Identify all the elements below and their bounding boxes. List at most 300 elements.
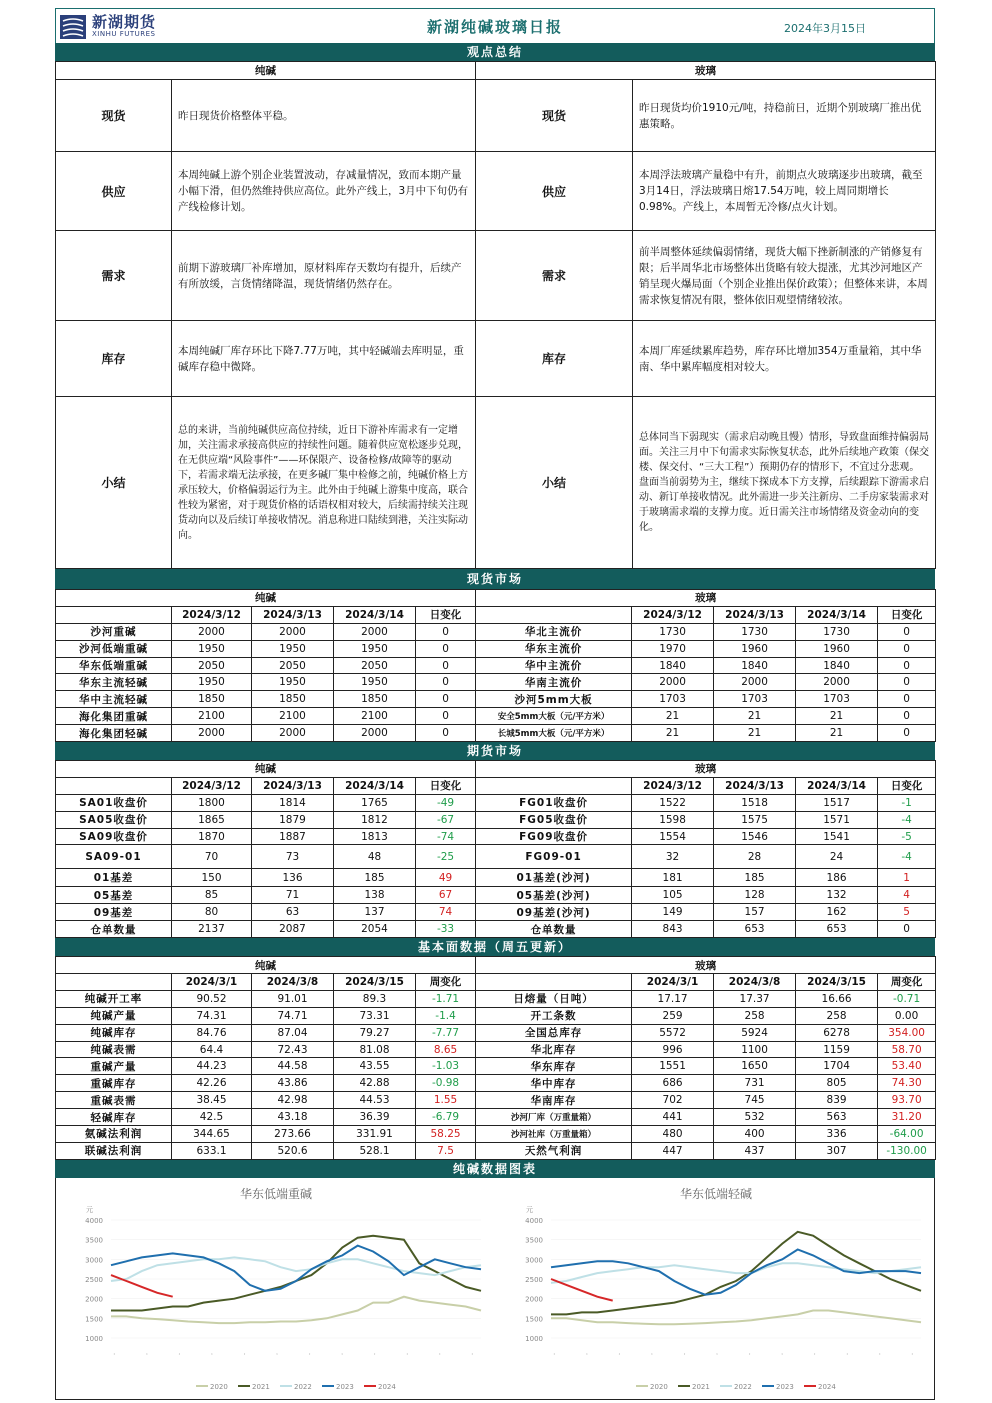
charts-area — [55, 1178, 935, 1400]
value-cell: 1730 — [714, 623, 796, 640]
x-tick-mark: · — [305, 1351, 315, 1357]
row-name: 纯碱库存 — [56, 1024, 172, 1041]
summary-label-soda: 库存 — [56, 321, 172, 397]
table-row — [56, 921, 936, 938]
value-cell: 0 — [416, 691, 476, 708]
x-tick-mark: · — [876, 1351, 885, 1357]
table-row — [56, 1041, 936, 1058]
value-cell: 5 — [878, 904, 936, 921]
value-cell: 73.31 — [334, 1007, 416, 1024]
row-name: 纯碱产量 — [56, 1007, 172, 1024]
value-cell: 2000 — [252, 725, 334, 742]
row-name: SA09-01 — [56, 845, 172, 869]
x-tick-mark: · — [175, 1351, 184, 1357]
value-cell: 447 — [632, 1142, 714, 1159]
y-tick-label: 1500 — [85, 1315, 103, 1324]
summary-label-glass: 供应 — [476, 152, 633, 231]
row-name: 重碱表需 — [56, 1092, 172, 1109]
value-cell: 0 — [878, 674, 936, 691]
x-tick-mark: · — [583, 1351, 592, 1357]
value-cell: -33 — [416, 921, 476, 938]
column-header: 周变化 — [416, 974, 476, 991]
column-header: 2024/3/14 — [796, 606, 878, 623]
row-name: SA09收盘价 — [56, 828, 172, 845]
value-cell: 136 — [252, 869, 334, 887]
x-tick-mark: · — [338, 1351, 347, 1357]
value-cell: -67 — [416, 811, 476, 828]
legend-label: 2020 — [650, 1382, 668, 1391]
value-cell: 74.31 — [172, 1007, 252, 1024]
row-name: FG05收盘价 — [476, 811, 632, 828]
value-cell: 24 — [796, 845, 878, 869]
column-header: 2024/3/15 — [334, 974, 416, 991]
value-cell: 2050 — [172, 657, 252, 674]
value-cell: -25 — [416, 845, 476, 869]
fut-table-glass-title: 玻璃 — [476, 761, 936, 778]
x-tick-mark: · — [778, 1351, 787, 1357]
value-cell: 633.1 — [172, 1142, 252, 1159]
chart-heavy-soda — [66, 1178, 486, 1398]
value-cell: -1 — [878, 794, 936, 811]
value-cell: 437 — [714, 1142, 796, 1159]
column-header: 2024/3/13 — [714, 777, 796, 794]
value-cell: 1541 — [796, 828, 878, 845]
value-cell: 686 — [632, 1075, 714, 1092]
row-name: 安全5mm大板（元/平方米） — [476, 708, 632, 725]
value-cell: 336 — [796, 1126, 878, 1143]
value-cell: -4 — [878, 811, 936, 828]
row-name: 华东低端重碱 — [56, 657, 172, 674]
summary-row — [56, 80, 936, 152]
value-cell: 0 — [416, 674, 476, 691]
value-cell: 1950 — [172, 674, 252, 691]
value-cell: 0 — [416, 725, 476, 742]
value-cell: 0 — [878, 691, 936, 708]
table-row — [56, 887, 936, 904]
value-cell: 44.58 — [252, 1058, 334, 1075]
column-header: 2024/3/12 — [172, 606, 252, 623]
x-tick-mark: · — [208, 1351, 217, 1357]
logo-en: XINHU FUTURES — [92, 30, 156, 38]
value-cell: 532 — [714, 1109, 796, 1126]
value-cell: 0 — [878, 708, 936, 725]
x-tick-mark: · — [143, 1351, 152, 1357]
value-cell: 80 — [172, 904, 252, 921]
value-cell: 21 — [714, 708, 796, 725]
value-cell: 1518 — [714, 794, 796, 811]
value-cell: -130.00 — [878, 1142, 936, 1159]
row-name: 沙河厂库（万重量箱） — [476, 1109, 632, 1126]
spot-table-glass-title: 玻璃 — [476, 590, 936, 607]
value-cell: 1159 — [796, 1041, 878, 1058]
y-tick-label: 4000 — [85, 1216, 103, 1225]
value-cell: 1.55 — [416, 1092, 476, 1109]
chart-light-soda — [506, 1178, 926, 1398]
column-header: 2024/3/13 — [252, 777, 334, 794]
value-cell: 8.65 — [416, 1041, 476, 1058]
table-row — [56, 708, 936, 725]
row-name: 沙河低端重碱 — [56, 640, 172, 657]
summary-text-glass: 前半周整体延续偏弱情绪，现货大幅下挫新制涨的产销修复有限；后半周华北市场整体出货略有较大提涨，尤其沙河地区产销呈现火爆局面（个别企业推出保价政策）；但整体来讲，本周需求恢复情况有限，整体依旧观望情绪较浓。 — [633, 231, 936, 321]
chart-title: 华东低端重碱 — [239, 1186, 313, 1201]
row-name: 华东主流价 — [476, 640, 632, 657]
y-tick-label: 2000 — [85, 1295, 103, 1304]
row-name: 日熔量（日吨） — [476, 990, 632, 1007]
value-cell: 48 — [334, 845, 416, 869]
logo-cn: 新湖期货 — [92, 13, 157, 31]
value-cell: 5572 — [632, 1024, 714, 1041]
row-name: 氨碱法利润 — [56, 1126, 172, 1143]
value-cell: 1517 — [796, 794, 878, 811]
row-name: 仓单数量 — [476, 921, 632, 938]
row-name: 沙河5mm大板 — [476, 691, 632, 708]
value-cell: 21 — [714, 725, 796, 742]
value-cell: 36.39 — [334, 1109, 416, 1126]
value-cell: 0 — [878, 657, 936, 674]
summary-text-glass: 昨日现货均价1910元/吨，持稳前日，近期个别玻璃厂推出优惠策略。 — [633, 80, 936, 152]
row-name: 华北库存 — [476, 1041, 632, 1058]
value-cell: 2050 — [252, 657, 334, 674]
value-cell: 528.1 — [334, 1142, 416, 1159]
value-cell: -0.98 — [416, 1075, 476, 1092]
value-cell: 0 — [416, 708, 476, 725]
value-cell: 1703 — [796, 691, 878, 708]
value-cell: 63 — [252, 904, 334, 921]
value-cell: 1730 — [632, 623, 714, 640]
x-tick-mark: · — [370, 1351, 380, 1357]
value-cell: 1865 — [172, 811, 252, 828]
value-cell: 354.00 — [878, 1024, 936, 1041]
futures-table — [55, 760, 936, 938]
value-cell: 0 — [878, 725, 936, 742]
row-name: 09基差(沙河) — [476, 904, 632, 921]
value-cell: 91.01 — [252, 990, 334, 1007]
table-row — [56, 1126, 936, 1143]
value-cell: 21 — [632, 708, 714, 725]
legend-label: 2024 — [378, 1382, 396, 1391]
table-row — [56, 845, 936, 869]
section-spot: 现货市场 — [55, 569, 935, 589]
value-cell: 0 — [416, 657, 476, 674]
summary-row — [56, 152, 936, 231]
value-cell: 258 — [714, 1007, 796, 1024]
summary-row — [56, 321, 936, 397]
summary-label-soda: 需求 — [56, 231, 172, 321]
row-name: SA05收盘价 — [56, 811, 172, 828]
row-name: 华中主流价 — [476, 657, 632, 674]
section-summary: 观点总结 — [55, 43, 935, 61]
value-cell: 70 — [172, 845, 252, 869]
summary-col-soda: 纯碱 — [56, 62, 476, 80]
series-line-2020 — [551, 1310, 921, 1324]
row-name: SA01收盘价 — [56, 794, 172, 811]
value-cell: 2137 — [172, 921, 252, 938]
value-cell: 1 — [878, 869, 936, 887]
y-tick-label: 3000 — [85, 1256, 103, 1265]
row-name: 纯碱表需 — [56, 1041, 172, 1058]
summary-text-soda: 前期下游玻璃厂补库增加，原材料库存天数均有提升，后续产有所放缓，言货情绪降温，现货情绪仍然存在。 — [172, 231, 476, 321]
value-cell: 6278 — [796, 1024, 878, 1041]
value-cell: -74 — [416, 828, 476, 845]
fut-table-soda-title: 纯碱 — [56, 761, 476, 778]
value-cell: 2100 — [334, 708, 416, 725]
value-cell: 32 — [632, 845, 714, 869]
y-axis-label: 元 — [526, 1205, 533, 1214]
value-cell: 43.18 — [252, 1109, 334, 1126]
value-cell: 58.25 — [416, 1126, 476, 1143]
value-cell: 400 — [714, 1126, 796, 1143]
table-row — [56, 1007, 936, 1024]
summary-text-soda: 总的来讲，当前纯碱供应高位持续，近日下游补库需求有一定增加，关注需求承接高供应的持续性问题。随着供应宽松逐步兑现，在无供应端“风险事件”——环保限产、设备检修/故障等的驱动下，若需求端无法承接，在更多碱厂集中检修之前，纯碱价格上方承压较大，价格偏弱运行为主。此外由于纯碱上游集中度高，联合性较为紧密，对于现货价格的话语权相对较大，后续需持续关注现货动向以及后续订单接收情况。消息称进口陆续到港，关注实际动向。 — [172, 397, 476, 569]
value-cell: 42.5 — [172, 1109, 252, 1126]
value-cell: 1950 — [252, 674, 334, 691]
table-row — [56, 811, 936, 828]
value-cell: -1.71 — [416, 990, 476, 1007]
value-cell: 1887 — [252, 828, 334, 845]
legend-label: 2022 — [294, 1382, 312, 1391]
value-cell: 273.66 — [252, 1126, 334, 1143]
value-cell: 72.43 — [252, 1041, 334, 1058]
table-row — [56, 990, 936, 1007]
value-cell: 1800 — [172, 794, 252, 811]
value-cell: 1950 — [252, 640, 334, 657]
row-name: 开工条数 — [476, 1007, 632, 1024]
summary-row — [56, 397, 936, 569]
value-cell: 1575 — [714, 811, 796, 828]
value-cell: 1960 — [796, 640, 878, 657]
row-name: 海化集团重碱 — [56, 708, 172, 725]
value-cell: 53.40 — [878, 1058, 936, 1075]
table-row — [56, 794, 936, 811]
section-fundamentals: 基本面数据（周五更新） — [55, 938, 935, 956]
value-cell: 79.27 — [334, 1024, 416, 1041]
summary-label-soda: 小结 — [56, 397, 172, 569]
value-cell: 1703 — [714, 691, 796, 708]
value-cell: 1765 — [334, 794, 416, 811]
value-cell: 0 — [878, 623, 936, 640]
value-cell: 42.26 — [172, 1075, 252, 1092]
value-cell: 1950 — [172, 640, 252, 657]
table-row — [56, 623, 936, 640]
value-cell: 162 — [796, 904, 878, 921]
value-cell: 1840 — [796, 657, 878, 674]
series-line-2022 — [111, 1257, 481, 1281]
series-line-2020 — [111, 1297, 481, 1323]
table-row — [56, 657, 936, 674]
value-cell: 441 — [632, 1109, 714, 1126]
value-cell: 702 — [632, 1092, 714, 1109]
row-name: 仓单数量 — [56, 921, 172, 938]
value-cell: 73 — [252, 845, 334, 869]
report-date: 2024年3月15日 — [784, 22, 866, 35]
value-cell: 2000 — [334, 725, 416, 742]
series-line-2024 — [551, 1279, 613, 1301]
spot-table — [55, 589, 936, 742]
x-tick-mark: · — [648, 1351, 657, 1357]
column-header: 2024/3/14 — [796, 777, 878, 794]
column-header: 2024/3/12 — [632, 606, 714, 623]
row-name: 华东主流轻碱 — [56, 674, 172, 691]
column-header: 日变化 — [878, 777, 936, 794]
column-header: 2024/3/13 — [714, 606, 796, 623]
chart-title: 华东低端轻碱 — [679, 1186, 753, 1201]
value-cell: 1950 — [334, 674, 416, 691]
value-cell: 84.76 — [172, 1024, 252, 1041]
value-cell: -64.00 — [878, 1126, 936, 1143]
summary-text-soda: 本周纯碱上游个别企业装置波动，存减量情况，致而本期产量小幅下滑，但仍然维持供应高位。此外产线上，3月中下旬仍有产线检修计划。 — [172, 152, 476, 231]
value-cell: 1850 — [172, 691, 252, 708]
x-tick-mark: · — [240, 1351, 249, 1357]
value-cell: 1650 — [714, 1058, 796, 1075]
row-name: 纯碱开工率 — [56, 990, 172, 1007]
value-cell: -5 — [878, 828, 936, 845]
value-cell: 2100 — [172, 708, 252, 725]
y-axis-label: 元 — [86, 1205, 93, 1214]
value-cell: 1970 — [632, 640, 714, 657]
row-name: 天然气利润 — [476, 1142, 632, 1159]
column-header: 2024/3/12 — [172, 777, 252, 794]
value-cell: -4 — [878, 845, 936, 869]
row-name: 联碱法利润 — [56, 1142, 172, 1159]
value-cell: 0.00 — [878, 1007, 936, 1024]
value-cell: 90.52 — [172, 990, 252, 1007]
summary-label-glass: 现货 — [476, 80, 633, 152]
column-header: 2024/3/1 — [632, 974, 714, 991]
value-cell: 17.17 — [632, 990, 714, 1007]
value-cell: 843 — [632, 921, 714, 938]
table-row — [56, 1075, 936, 1092]
value-cell: 1100 — [714, 1041, 796, 1058]
value-cell: 1850 — [334, 691, 416, 708]
column-header: 2024/3/14 — [334, 606, 416, 623]
value-cell: 105 — [632, 887, 714, 904]
value-cell: 137 — [334, 904, 416, 921]
column-header: 2024/3/12 — [632, 777, 714, 794]
row-name: 重碱产量 — [56, 1058, 172, 1075]
value-cell: 2000 — [172, 623, 252, 640]
x-tick-mark: · — [843, 1351, 852, 1357]
value-cell: 0 — [878, 921, 936, 938]
summary-text-glass: 本周厂库延续累库趋势，库存环比增加354万重量箱，其中华南、华中累库幅度相对较大。 — [633, 321, 936, 397]
x-tick-mark: · — [273, 1351, 282, 1357]
value-cell: 185 — [334, 869, 416, 887]
value-cell: 132 — [796, 887, 878, 904]
row-name: 09基差 — [56, 904, 172, 921]
value-cell: 93.70 — [878, 1092, 936, 1109]
x-tick-mark: · — [468, 1351, 477, 1357]
summary-label-soda: 现货 — [56, 80, 172, 152]
summary-label-glass: 需求 — [476, 231, 633, 321]
table-row — [56, 1024, 936, 1041]
value-cell: 4 — [878, 887, 936, 904]
value-cell: 1813 — [334, 828, 416, 845]
value-cell: 185 — [714, 869, 796, 887]
value-cell: 5924 — [714, 1024, 796, 1041]
value-cell: 1812 — [334, 811, 416, 828]
value-cell: -7.77 — [416, 1024, 476, 1041]
value-cell: 1850 — [252, 691, 334, 708]
value-cell: 996 — [632, 1041, 714, 1058]
value-cell: 2000 — [796, 674, 878, 691]
value-cell: 31.20 — [878, 1109, 936, 1126]
value-cell: 0 — [416, 640, 476, 657]
y-tick-label: 2500 — [525, 1275, 543, 1284]
summary-label-soda: 供应 — [56, 152, 172, 231]
value-cell: 0 — [878, 640, 936, 657]
column-header: 周变化 — [878, 974, 936, 991]
column-header: 2024/3/14 — [334, 777, 416, 794]
table-row — [56, 869, 936, 887]
y-tick-label: 2000 — [525, 1295, 543, 1304]
value-cell: 653 — [796, 921, 878, 938]
x-tick-mark: · — [810, 1351, 820, 1357]
value-cell: 2087 — [252, 921, 334, 938]
value-cell: 149 — [632, 904, 714, 921]
report-title: 新湖纯碱玻璃日报 — [426, 18, 563, 36]
value-cell: 1546 — [714, 828, 796, 845]
value-cell: 2000 — [172, 725, 252, 742]
value-cell: 1598 — [632, 811, 714, 828]
row-name: 长城5mm大板（元/平方米） — [476, 725, 632, 742]
summary-text-soda: 本周纯碱厂库存环比下降7.77万吨，其中轻碱端去库明显，重碱库存稳中微降。 — [172, 321, 476, 397]
value-cell: 1551 — [632, 1058, 714, 1075]
section-futures: 期货市场 — [55, 742, 935, 760]
value-cell: 344.65 — [172, 1126, 252, 1143]
value-cell: 1870 — [172, 828, 252, 845]
row-name: 05基差(沙河) — [476, 887, 632, 904]
value-cell: -49 — [416, 794, 476, 811]
row-name: 华东库存 — [476, 1058, 632, 1075]
value-cell: 2054 — [334, 921, 416, 938]
table-row — [56, 1092, 936, 1109]
summary-col-glass: 玻璃 — [476, 62, 936, 80]
series-line-2023 — [111, 1245, 481, 1290]
column-header: 2024/3/8 — [252, 974, 334, 991]
row-name: 05基差 — [56, 887, 172, 904]
value-cell: 138 — [334, 887, 416, 904]
summary-text-glass: 总体同当下弱现实（需求启动晚且慢）情形，导致盘面维持偏弱局面。关注三月中下旬需求实际恢复状态，此外后续地产政策（保交楼、保交付、“三大工程”）预期仍存的情形下，不宜过分悲观。盘面当前弱势为主，继续下探成本下方支撑，后续跟踪下游需求启动、新订单接收情况。此外需进一步关注新房、二手房家装需求对于玻璃需求端的支撑力度。近日需关注市场情绪及资金动向的变化。 — [633, 397, 936, 569]
row-name: 全国总库存 — [476, 1024, 632, 1041]
value-cell: 128 — [714, 887, 796, 904]
report-header — [55, 8, 935, 43]
value-cell: 1840 — [714, 657, 796, 674]
y-tick-label: 3000 — [525, 1256, 543, 1265]
row-name: 华中库存 — [476, 1075, 632, 1092]
value-cell: 0 — [416, 623, 476, 640]
table-row — [56, 904, 936, 921]
value-cell: 331.91 — [334, 1126, 416, 1143]
table-row — [56, 691, 936, 708]
value-cell: 653 — [714, 921, 796, 938]
value-cell: 2000 — [334, 623, 416, 640]
summary-text-soda: 昨日现货价格整体平稳。 — [172, 80, 476, 152]
row-name: 华中主流轻碱 — [56, 691, 172, 708]
row-name: 华北主流价 — [476, 623, 632, 640]
fund-table-glass-title: 玻璃 — [476, 957, 936, 974]
value-cell: -0.71 — [878, 990, 936, 1007]
value-cell: 520.6 — [252, 1142, 334, 1159]
x-tick-mark: · — [615, 1351, 624, 1357]
legend-label: 2020 — [210, 1382, 228, 1391]
value-cell: 2050 — [334, 657, 416, 674]
value-cell: 87.04 — [252, 1024, 334, 1041]
row-name: 海化集团轻碱 — [56, 725, 172, 742]
column-header: 2024/3/8 — [714, 974, 796, 991]
y-tick-label: 3500 — [85, 1236, 103, 1245]
value-cell: 74 — [416, 904, 476, 921]
value-cell: 1704 — [796, 1058, 878, 1075]
value-cell: 43.86 — [252, 1075, 334, 1092]
